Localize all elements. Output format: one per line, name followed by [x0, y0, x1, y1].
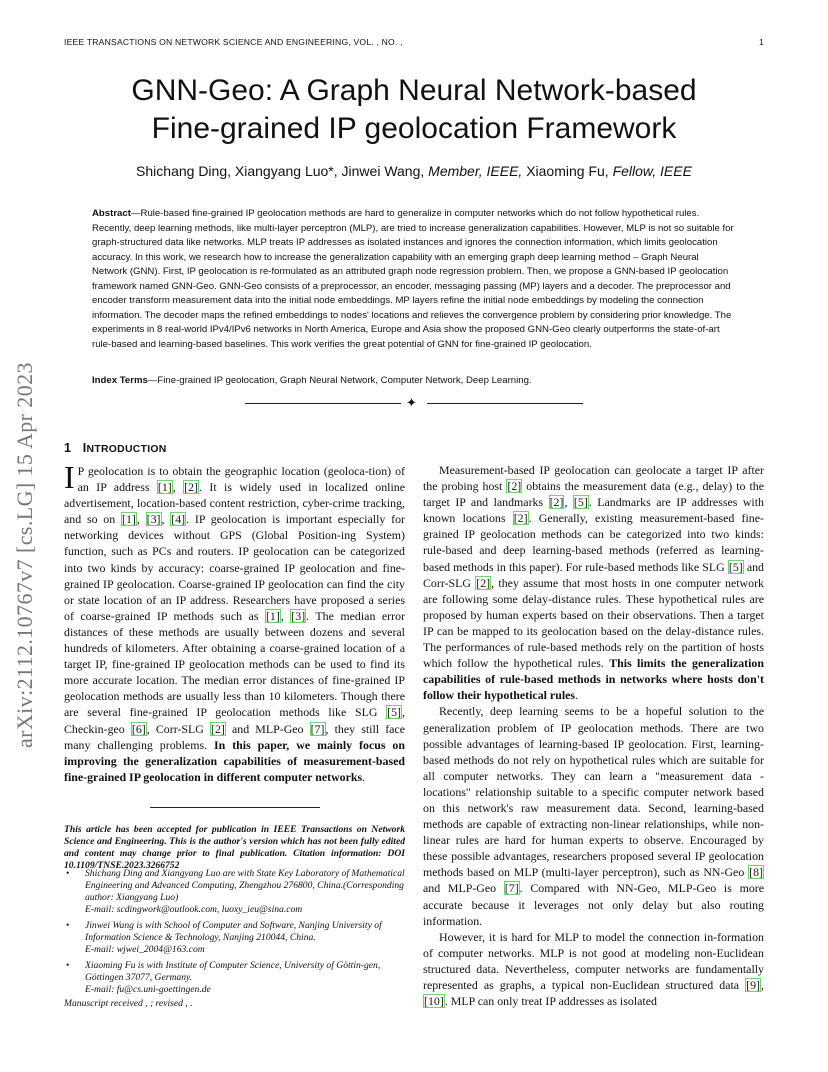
citation-link[interactable]: [3]	[146, 512, 161, 527]
citation-link[interactable]: [5]	[573, 495, 588, 510]
affiliation-email: E-mail: fu@cs.uni-goettingen.de	[85, 984, 211, 995]
citation-link[interactable]: [7]	[310, 721, 325, 736]
affiliation-email: E-mail: scdingwork@outlook.com, luoxy_ieu@sina.com	[85, 904, 303, 915]
citation-link[interactable]: [2]	[476, 575, 491, 590]
citation-link[interactable]: [2]	[184, 480, 198, 495]
body-text: ,	[172, 480, 184, 495]
section-heading	[64, 441, 167, 455]
authors-part-1: Shichang Ding, Xiangyang Luo*, Jinwei Wang,	[136, 163, 429, 179]
body-text: .	[362, 769, 366, 784]
body-text: Recently, deep learning seems to be a hopeful solution to the generalization problem of IP geolocation methods. There are two possible advantages of learning-based IP geolocation. First, learning-based methods do not rely on hypothetical rules which are suitable for all computer networks. They can learn a "measurement data - locations" relationship suitable to a specific computer network based on this network's raw measurement data. Second, learning-based methods are capable of extracting non-linear relationships, while non-linear rules are hard for human experts to observe. Encouraged by these possible advantages, researchers proposed several IP geolocation methods based on MLP (multi-layer perceptron), such as NN-Geo	[423, 704, 764, 880]
arxiv-stamp[interactable]: arXiv:2112.10767v7 [cs.LG] 15 Apr 2023	[12, 362, 37, 748]
intro-paragraph-1	[64, 459, 405, 785]
right-paragraph-2	[423, 703, 764, 928]
divider-star-icon: ✦	[406, 396, 417, 411]
author-role-2: Fellow, IEEE	[612, 163, 692, 179]
divider-line-right	[427, 403, 583, 404]
citation-link[interactable]: [1]	[265, 608, 280, 623]
left-column	[64, 459, 405, 785]
body-text: P geolocation is to obtain the geographic location (geoloca-tion) of an IP address	[77, 464, 405, 495]
body-text: . Compared with NN-Geo, MLP-Geo is more accurate because it leverages not only delay but also routing information.	[423, 881, 764, 928]
citation-link[interactable]: [2]	[507, 479, 522, 494]
bold-text: This limits the generalization capabilities of rule-based methods in networks where hosts don't follow their hypothetical rules	[423, 656, 764, 703]
abstract	[92, 207, 735, 352]
affiliation-text: • Xiaoming Fu is with Institute of Computer Science, University of Göttin-gen, Göttingen 37077, Germany.	[85, 960, 381, 983]
citation-link[interactable]: [2]	[549, 495, 564, 510]
body-text: ,	[761, 978, 764, 992]
body-text: , they assume that most hosts in one computer network are following some delay-distance rules. These hypothetical rules are proposed by human experts based on their observations. Then a target IP can be mapped to its geolocation based on the delay-distance rules. The performances of rule-based methods rely on the partition of hosts which follow the hypothetical rules.	[423, 575, 764, 671]
running-header	[64, 37, 764, 47]
body-text: ,	[564, 495, 573, 510]
affiliation-list	[64, 868, 405, 1000]
divider-line-left	[245, 403, 401, 404]
right-paragraph-3	[423, 929, 764, 1009]
body-text: . Generally, existing measurement-based fine-grained IP geolocation methods can be categorized into two kinds: rule-based and deep learning-based methods (referred as learning-based methods in this paper). For rule-based methods like SLG	[423, 511, 764, 574]
affiliation-text: • Shichang Ding and Xiangyang Luo are with State Key Laboratory of Mathematical Engineering and Advanced Computing, Zhengzhou 276800, China.(Corresponding author: Xiangyang Luo)	[85, 868, 405, 903]
page-number: 1	[759, 37, 764, 47]
citation-link[interactable]: [7]	[504, 881, 519, 896]
body-text: . Landmarks are IP addresses with known locations	[423, 495, 764, 526]
body-text: , they still face many challenging problems.	[64, 721, 405, 752]
citation-link[interactable]: [6]	[131, 721, 146, 736]
citation-link[interactable]: [9]	[746, 978, 761, 992]
affiliation-item	[64, 960, 405, 996]
section-title-rest: NTRODUCTION	[86, 444, 167, 455]
citation-link[interactable]: [1]	[157, 480, 172, 495]
section-initial: I	[82, 441, 87, 455]
title-line-2: Fine-grained IP geolocation Framework	[151, 112, 677, 145]
body-text: . It is widely used in localized online advertisement, location-based content restriction, cyber-crime tracking, and so on	[64, 480, 405, 527]
body-text: , Checkin-geo	[64, 705, 405, 736]
body-text: However, it is hard for MLP to model the connection in-formation of computer networks. MLP is not good at modeling non-Euclidean structured data. Nevertheless, computer networks are fundamentally represented as graphs, a typical non-Euclidean structured data	[423, 929, 764, 992]
citation-link[interactable]: [3]	[291, 608, 306, 623]
citation-link[interactable]: [5]	[728, 559, 743, 574]
citation-link[interactable]: [5]	[387, 705, 402, 720]
body-text: . IP geolocation is important especially for networking devices without GPS (Global Position-ing System) function, such as PCs and routers. IP geolocation can be categorized into two kinds by accuracy: coarse-grained IP geolocation and fine-grained IP geolocation. Coarse-grained IP geolocation can find the city or state location of an IP address. Researchers have proposed a series of coarse-grained IP methods such as	[64, 512, 405, 623]
bold-text: In this paper, we mainly focus on improving the generalization capabilities of measurement-based fine-grained IP geolocation in different computer networks	[64, 737, 405, 784]
body-text: ,	[280, 608, 291, 623]
index-terms	[92, 375, 735, 386]
section-number: 1	[64, 441, 72, 455]
footnote-rule	[150, 807, 320, 808]
right-paragraph-1	[423, 462, 764, 703]
journal-name: IEEE TRANSACTIONS ON NETWORK SCIENCE AND ENGINEERING, VOL. , NO. ,	[64, 37, 403, 47]
citation-link[interactable]: [2]	[513, 511, 528, 526]
right-column	[423, 462, 764, 1009]
publication-note: This article has been accepted for publication in IEEE Transactions on Network Science and Engineering. This is the author's version which has not been fully edited and content may change prior to final publication. Citation information: DOI 10.1109/TNSE.2023.3266752	[64, 824, 405, 871]
author-role-1: Member, IEEE,	[428, 163, 523, 179]
body-text: and MLP-Geo	[225, 721, 310, 736]
index-terms-label: Index Terms	[92, 375, 148, 386]
citation-link[interactable]: [2]	[210, 721, 225, 736]
affiliation-email: E-mail: wjwei_2004@163.com	[85, 944, 205, 955]
body-text: and MLP-Geo	[423, 881, 504, 896]
authors-part-2: Xiaoming Fu,	[522, 163, 613, 179]
body-text: Measurement-based IP geolocation can geolocate a target IP after the probing host	[423, 463, 764, 494]
citation-link[interactable]: [10]	[424, 994, 444, 1009]
body-text: ,	[161, 512, 171, 527]
title-line-1: GNN-Geo: A Graph Neural Network-based	[131, 74, 697, 107]
affiliation-text: • Jinwei Wang is with School of Computer and Software, Nanjing University of Information Science & Technology, Nanjing 210044, China.	[85, 920, 382, 943]
manuscript-dates: Manuscript received , ; revised , .	[64, 998, 193, 1009]
body-text: obtains the measurement data (e.g., delay) to the target IP and landmarks	[423, 479, 764, 510]
body-text: ,	[136, 512, 146, 527]
drop-cap: I	[64, 459, 75, 495]
citation-link[interactable]: [1]	[121, 512, 136, 527]
section-divider	[245, 398, 583, 410]
body-text: .	[575, 688, 579, 703]
affiliation-item	[64, 868, 405, 916]
index-terms-text: —Fine-grained IP geolocation, Graph Neural Network, Computer Network, Deep Learning.	[147, 375, 532, 386]
body-text: . MLP can only treat IP addresses as isolated	[444, 994, 657, 1009]
citation-link[interactable]: [8]	[749, 865, 763, 880]
citation-link[interactable]: [4]	[171, 512, 186, 527]
body-text: , Corr-SLG	[146, 721, 210, 736]
abstract-text: —Rule-based fine-grained IP geolocation methods are hard to generalize in computer networks which do not follow hypothetical rules. Recently, deep learning methods, like multi-layer perceptron (MLP), are tried to increase generalization capabilities. However, MLP is not so suitable for graph-structured data like networks. MLP treats IP addresses as isolated instances and ignores the connection information, which limits geolocation accuracy. In this work, we research how to increase the generalization capability with an emerging graph deep learning method – Graph Neural Network (GNN). First, IP geolocation is re-formulated as an attributed graph node regression problem. Then, we propose a GNN-based IP geolocation framework named GNN-Geo. GNN-Geo consists of a preprocessor, an encoder, messaging passing (MP) layers and a decoder. The preprocessor and encoder transform measurement data into the initial node embeddings. MP layers refine the initial node embeddings by modeling the connection information. The decoder maps the refined embeddings to nodes' locations and relieves the convergence problem by considering prior knowledge. The experiments in 8 real-world IPv4/IPv6 networks in North America, Europe and Asia show the proposed GNN-Geo clearly outperforms the state-of-art rule-based and learning-based baselines. This work verifies the great potential of GNN for fine-grained IP geolocation.	[92, 208, 734, 350]
body-text: and Corr-SLG	[423, 559, 764, 590]
paper-title	[60, 72, 768, 148]
affiliation-item	[64, 920, 405, 956]
body-text: . The median error distances of these methods are usually between dozens and several hundreds of kilometers. After obtaining a coarse-grained location of a target IP, fine-grained IP geolocation methods can be used to find its more accurate location. The median error distances of fine-grained IP geolocation methods are usually less than 10 kilometers. Though there are several fine-grained IP geolocation methods like SLG	[64, 608, 405, 720]
abstract-label: Abstract	[92, 208, 131, 219]
author-list	[60, 163, 768, 179]
